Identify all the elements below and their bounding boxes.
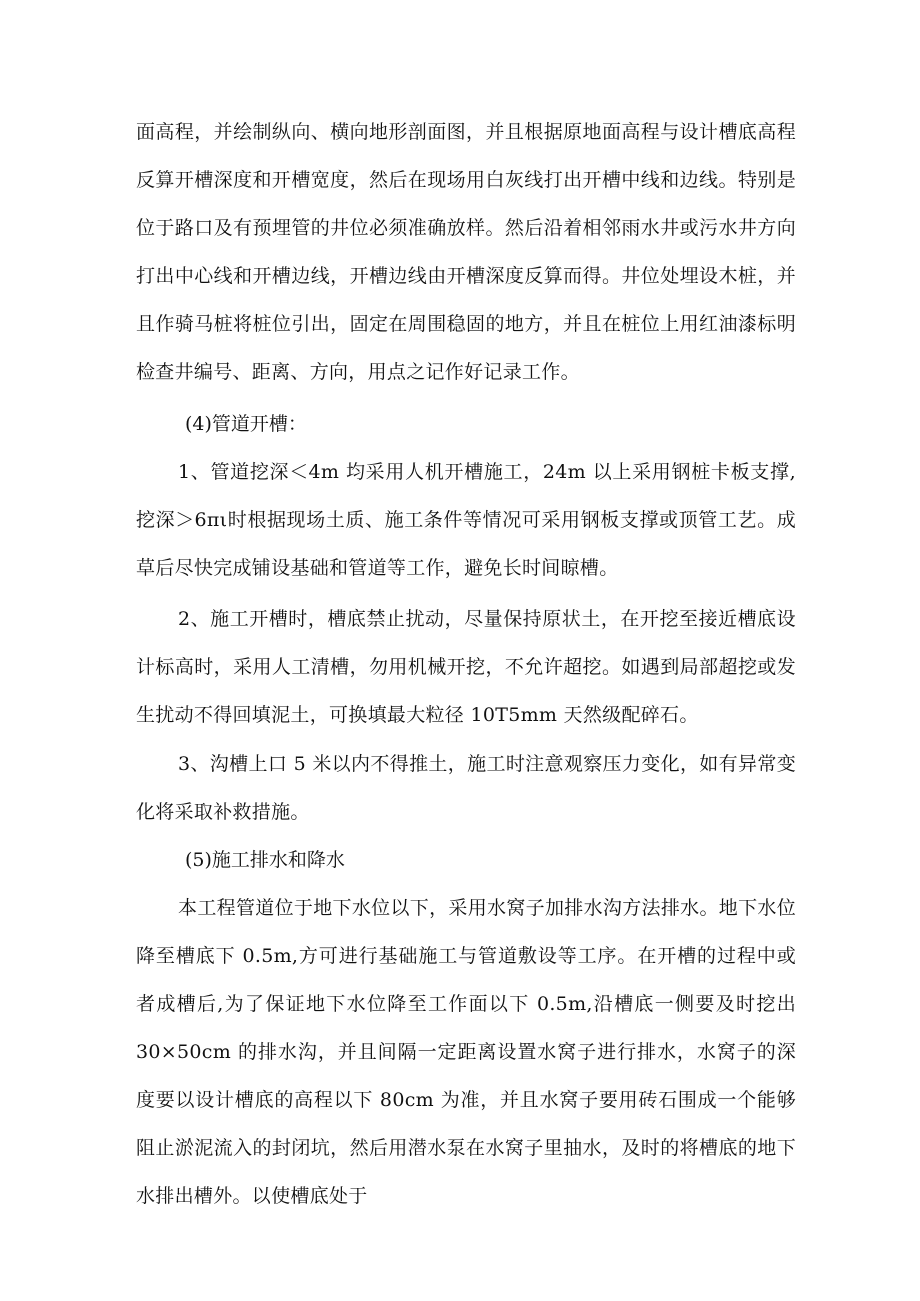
paragraph-trench-depth: 1、管道挖深＜4m 均采用人机开槽施工，24m 以上采用钢桩卡板支撑,挖深＞6πι时根据现场土质、施工条件等情况可采用钢板支撑或顶管工艺。成草后尽快完成铺设基础和管道等工作，避免长时间晾槽。	[136, 461, 796, 579]
paragraph-survey-layout: 面高程，并绘制纵向、横向地形剖面图，并且根据原地面高程与设计槽底高程反算开槽深度和开槽宽度，然后在现场用白灰线打出开槽中线和边线。特别是位于路口及有预埋管的井位必须准确放样。然后沿着相邻雨水井或污水井方向打出中心线和开槽边线，开槽边线由开槽深度反算而得。井位处埋设木桩，并且作骑马桩将桩位引出，固定在周围稳固的地方，并且在桩位上用红油漆标明检查井编号、距离、方向，用点之记作好记录工作。	[136, 121, 796, 383]
paragraph-drainage-method: 本工程管道位于地下水位以下，采用水窝子加排水沟方法排水。地下水位降至槽底下 0.5m,方可进行基础施工与管道敷设等工序。在开槽的过程中或者成槽后,为了保证地下水位降至工作面以下 0.5m,沿槽底一侧要及时挖出 30×50cm 的排水沟，并且间隔一定距离设置水窝子进行排水，水窝子的深度要以设计槽底的高程以下 80cm 为准，并且水窝子要用砖石围成一个能够阻止淤泥流入的封闭坑，然后用潜水泵在水窝子里抽水，及时的将槽底的地下水排出槽外。以使槽底处于	[136, 897, 796, 1207]
paragraph-trench-bottom: 2、施工开槽时，槽底禁止扰动，尽量保持原状土，在开挖至接近槽底设计标高时，采用人工清槽，勿用机械开挖，不允许超挖。如遇到局部超挖或发生扰动不得回填泥土，可换填最大粒径 10T5mm 天然级配碎石。	[136, 608, 796, 726]
paragraph-trench-edge: 3、沟槽上口 5 米以内不得推土，施工时注意观察压力变化，如有异常变化将采取补救措施。	[136, 753, 796, 823]
heading-pipe-trenching: (4)管道开槽：	[185, 413, 307, 435]
heading-drainage-dewatering: (5)施工排水和降水	[185, 849, 345, 871]
